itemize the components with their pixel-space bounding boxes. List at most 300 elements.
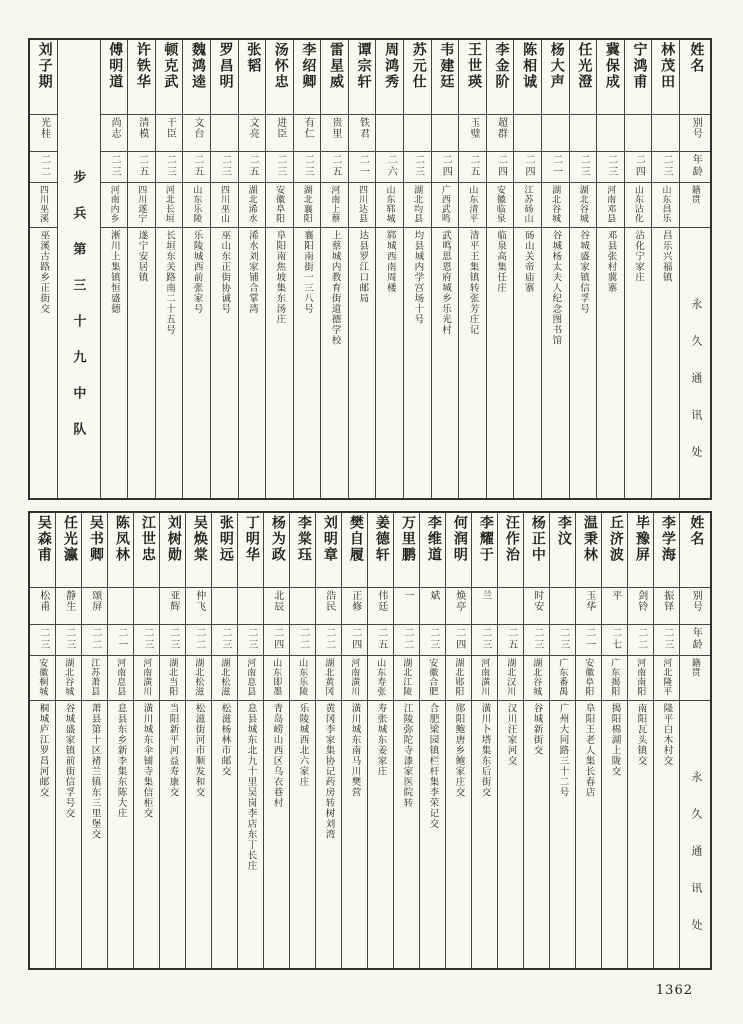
person-name-text: 任光瀛 — [61, 515, 77, 563]
person-alias — [211, 115, 238, 152]
person-origin — [238, 656, 263, 701]
person-column — [348, 40, 376, 498]
person-alias-text: 兰 — [479, 590, 491, 601]
person-column — [596, 40, 624, 498]
person-name-text: 李耀于 — [477, 515, 493, 563]
person-origin-text: 山东乐陵 — [192, 185, 203, 223]
person-age — [294, 152, 321, 183]
person-address — [394, 701, 419, 968]
person-origin — [542, 183, 569, 228]
header-age-label-text: 年龄 — [690, 627, 702, 651]
person-alias-text: 仲飞 — [193, 590, 205, 612]
person-address — [654, 701, 679, 968]
person-name-text: 杨为政 — [269, 515, 285, 563]
person-name — [576, 513, 601, 588]
person-age-text: 二二 — [297, 627, 309, 651]
person-address-text: 浠水刘家铺合掌湾 — [246, 230, 257, 314]
person-origin-text: 湖北汉川 — [506, 658, 517, 696]
person-address-text: 郓城西南周楼 — [384, 230, 395, 293]
person-name-text: 丁明华 — [243, 515, 259, 563]
person-origin — [472, 656, 497, 701]
person-age-text: 二二 — [38, 154, 50, 178]
person-address-text: 遂宁安居镇 — [136, 230, 147, 283]
person-origin-text: 四川巫山 — [219, 185, 230, 223]
person-age-text: 二五 — [375, 627, 387, 651]
person-origin-text: 湖北谷城 — [578, 185, 589, 223]
person-age — [82, 625, 107, 656]
person-name — [628, 513, 653, 588]
person-name-text: 王世瑛 — [465, 42, 481, 90]
person-origin-text: 安徽阜阳 — [275, 185, 286, 223]
person-name — [321, 40, 348, 115]
person-age — [238, 625, 263, 656]
header-address-label — [680, 228, 710, 498]
person-alias — [183, 115, 210, 152]
person-age-text: 二三 — [557, 627, 569, 651]
person-alias-text: 文台 — [191, 117, 203, 139]
person-origin — [30, 183, 57, 228]
person-address-text: 沾化宁家庄 — [633, 230, 644, 283]
person-address-text: 巫溪古路乡正街交 — [38, 230, 49, 314]
person-name — [432, 40, 459, 115]
person-address — [186, 701, 211, 968]
person-column — [155, 40, 183, 498]
person-alias — [654, 588, 679, 625]
header-alias-label-text: 别号 — [690, 590, 702, 612]
person-column — [653, 513, 679, 968]
person-age — [625, 152, 652, 183]
person-name — [128, 40, 155, 115]
header-origin-label-text: 籍贯 — [690, 658, 701, 677]
person-origin — [82, 656, 107, 701]
person-age-text: 二三 — [302, 154, 314, 178]
person-age-text: 二三 — [274, 154, 286, 178]
person-address — [316, 701, 341, 968]
person-name — [349, 40, 376, 115]
person-column — [30, 40, 57, 498]
person-alias — [56, 588, 81, 625]
person-name — [368, 513, 393, 588]
person-address — [432, 228, 459, 498]
person-origin — [239, 183, 266, 228]
person-alias — [101, 115, 128, 152]
person-address-text: 桐城庐江罗昌河邮交 — [37, 703, 48, 798]
person-alias — [156, 115, 183, 152]
person-alias — [294, 115, 321, 152]
person-column — [523, 513, 549, 968]
person-name-text: 林茂田 — [659, 42, 675, 90]
person-alias-text: 进臣 — [274, 117, 286, 139]
person-address-text: 临泉高集任庄 — [495, 230, 506, 293]
person-age — [459, 152, 486, 183]
person-address-text: 广州大同路三十二号 — [557, 703, 568, 798]
header-origin-label — [680, 656, 710, 701]
person-alias — [316, 588, 341, 625]
person-origin-text: 四川达县 — [357, 185, 368, 223]
person-age — [570, 152, 597, 183]
person-name-text: 毕豫屏 — [633, 515, 649, 563]
person-name — [570, 40, 597, 115]
roster-columns-top — [30, 40, 710, 498]
person-origin — [368, 656, 393, 701]
person-column — [367, 513, 393, 968]
person-origin — [652, 183, 679, 228]
person-name-text: 李绍卿 — [300, 42, 316, 90]
person-address — [82, 701, 107, 968]
person-origin-text: 湖北谷城 — [64, 658, 75, 696]
person-address — [30, 701, 55, 968]
person-age-text: 二四 — [271, 627, 283, 651]
person-alias — [570, 115, 597, 152]
person-alias — [212, 588, 237, 625]
person-alias — [321, 115, 348, 152]
person-origin — [266, 183, 293, 228]
person-age-text: 二三 — [63, 627, 75, 651]
person-alias — [459, 115, 486, 152]
person-address-text: 巫山东正街协诚号 — [219, 230, 230, 314]
person-address — [597, 228, 624, 498]
header-alias-label — [680, 588, 710, 625]
person-address-text: 阜阳南焦坡集东汤庄 — [274, 230, 285, 325]
person-origin — [290, 656, 315, 701]
person-alias-text: 铁君 — [357, 117, 369, 139]
person-age-text: 二一 — [583, 627, 595, 651]
person-alias — [342, 588, 367, 625]
person-origin-text: 河南内乡 — [109, 185, 120, 223]
person-address-text: 潢川城东伞铺寺集信柜交 — [141, 703, 152, 819]
person-origin — [602, 656, 627, 701]
person-alias — [487, 115, 514, 152]
person-age-text: 二四 — [495, 154, 507, 178]
person-address — [524, 701, 549, 968]
person-alias — [597, 115, 624, 152]
person-alias — [160, 588, 185, 625]
person-address — [542, 228, 569, 498]
person-name-text: 汤怀忠 — [272, 42, 288, 90]
person-alias — [376, 115, 403, 152]
person-alias — [420, 588, 445, 625]
person-age-text: 二三 — [479, 627, 491, 651]
person-address-text: 江陵弥陀寺漆家医院转 — [401, 703, 412, 808]
person-name — [266, 40, 293, 115]
person-address-text: 谷城新街交 — [531, 703, 542, 756]
person-name — [654, 513, 679, 588]
person-address — [264, 701, 289, 968]
person-name — [156, 40, 183, 115]
person-age — [420, 625, 445, 656]
person-age — [576, 625, 601, 656]
person-alias-text: 一 — [401, 590, 413, 601]
header-alias-label — [680, 115, 710, 152]
person-name — [446, 513, 471, 588]
person-address-text: 黄冈李家集协记药房转树刘湾 — [323, 703, 334, 840]
person-alias — [446, 588, 471, 625]
person-name-text: 何润明 — [451, 515, 467, 563]
person-address — [56, 701, 81, 968]
person-age — [30, 625, 55, 656]
person-origin — [570, 183, 597, 228]
person-name-text: 苏元仕 — [410, 42, 426, 90]
person-address — [212, 701, 237, 968]
person-alias — [432, 115, 459, 152]
person-column — [100, 40, 128, 498]
person-origin-text: 湖北松滋 — [194, 658, 205, 696]
person-name-text: 宁鸿甫 — [631, 42, 647, 90]
person-alias — [628, 588, 653, 625]
person-address — [446, 701, 471, 968]
person-origin — [101, 183, 128, 228]
person-column — [55, 513, 81, 968]
person-age — [542, 152, 569, 183]
person-origin-text: 河南邓县 — [606, 185, 617, 223]
person-age — [342, 625, 367, 656]
person-age — [524, 625, 549, 656]
person-address-text: 隆平白木村交 — [661, 703, 672, 766]
person-alias — [30, 588, 55, 625]
header-name-label — [680, 40, 710, 115]
person-column — [289, 513, 315, 968]
header-age-label-text: 年龄 — [690, 154, 702, 178]
person-alias-text: 贵里 — [329, 117, 341, 139]
header-age-label — [680, 152, 710, 183]
person-age-text: 二二 — [323, 627, 335, 651]
person-address — [570, 228, 597, 498]
person-address-text: 谷城盛家镇信孚号 — [577, 230, 588, 314]
person-address — [30, 228, 57, 498]
person-column — [569, 40, 597, 498]
person-column — [238, 40, 266, 498]
person-age-text: 二四 — [453, 627, 465, 651]
person-name — [212, 513, 237, 588]
person-address — [134, 701, 159, 968]
page-number: 1362 — [655, 983, 693, 998]
person-address — [576, 701, 601, 968]
person-address — [101, 228, 128, 498]
person-name — [316, 513, 341, 588]
person-address-text: 息县城东北九十里吴岗李店东丁长庄 — [245, 703, 256, 871]
person-address — [498, 701, 523, 968]
person-name — [238, 513, 263, 588]
person-alias — [128, 115, 155, 152]
header-origin-label — [680, 183, 710, 228]
person-address — [321, 228, 348, 498]
person-name-text: 丘济波 — [607, 515, 623, 563]
person-age — [321, 152, 348, 183]
person-address-text: 汉川汪家河交 — [505, 703, 516, 766]
person-alias — [186, 588, 211, 625]
person-name-text: 刘子期 — [36, 42, 52, 90]
person-origin-text: 山东清平 — [468, 185, 479, 223]
person-age-text: 二三 — [219, 627, 231, 651]
person-alias-text: 松甫 — [37, 590, 49, 612]
person-column — [445, 513, 471, 968]
header-address-label-text: 永久通讯处 — [689, 771, 702, 956]
person-origin — [394, 656, 419, 701]
person-address — [239, 228, 266, 498]
person-column — [575, 513, 601, 968]
person-age — [101, 152, 128, 183]
person-name — [542, 40, 569, 115]
person-age-text: 二三 — [661, 627, 673, 651]
person-origin-text: 河南潢川 — [350, 658, 361, 696]
person-origin-text: 湖北黄冈 — [324, 658, 335, 696]
person-address-text: 松滋街河市顺发和交 — [193, 703, 204, 798]
person-name-text: 雷星威 — [327, 42, 343, 90]
person-origin-text: 山东沾化 — [633, 185, 644, 223]
person-name-text: 万里鹏 — [399, 515, 415, 563]
person-age — [160, 625, 185, 656]
person-column — [471, 513, 497, 968]
person-address — [487, 228, 514, 498]
person-alias-text: 静生 — [63, 590, 75, 612]
person-address — [211, 228, 238, 498]
person-origin-text: 四川巫溪 — [39, 185, 49, 223]
roster-table-top — [28, 38, 712, 500]
person-origin-text: 四川遂宁 — [137, 185, 148, 223]
roster-table-bottom — [28, 511, 712, 970]
person-name-text: 刘明章 — [321, 515, 337, 563]
person-name — [108, 513, 133, 588]
person-name — [524, 513, 549, 588]
person-address-text: 萧县第十区褚兰镇东三里堡交 — [89, 703, 100, 840]
person-origin — [30, 656, 55, 701]
person-column — [486, 40, 514, 498]
person-address-text: 松滋杨林市邮交 — [219, 703, 230, 777]
header-age-label — [680, 625, 710, 656]
person-age-text: 二三 — [661, 154, 672, 178]
person-address — [652, 228, 679, 498]
person-alias-text: 有仁 — [302, 117, 314, 139]
person-alias — [134, 588, 159, 625]
person-address — [514, 228, 541, 498]
person-name — [420, 513, 445, 588]
person-age — [446, 625, 471, 656]
person-age — [108, 625, 133, 656]
person-alias-text: 清模 — [136, 117, 148, 139]
person-name-text: 周鸿秀 — [383, 42, 399, 90]
person-name — [290, 513, 315, 588]
person-origin — [108, 656, 133, 701]
person-alias-text: 正修 — [349, 590, 361, 612]
person-origin-text: 湖北均县 — [413, 185, 424, 223]
person-age — [487, 152, 514, 183]
person-name — [597, 40, 624, 115]
person-origin — [628, 656, 653, 701]
person-age-text: 二四 — [633, 154, 645, 178]
person-origin-text: 安徽阜阳 — [584, 658, 595, 696]
roster-columns-bottom — [30, 513, 710, 968]
person-address-text: 合肥梁园镇栏杆集李荣记交 — [427, 703, 438, 829]
person-alias-text: 玉璧 — [467, 117, 479, 139]
person-origin — [349, 183, 376, 228]
person-address-text: 谷城盛家镇前街信孚号交 — [63, 703, 74, 819]
person-origin — [625, 183, 652, 228]
person-alias — [514, 115, 541, 152]
person-age — [156, 152, 183, 183]
person-origin-text: 安徽合肥 — [428, 658, 439, 696]
person-age — [654, 625, 679, 656]
person-address-text: 清平王集镇转张芳庄记 — [467, 230, 478, 335]
person-age — [264, 625, 289, 656]
person-column — [133, 513, 159, 968]
person-origin-text: 广东番禺 — [558, 658, 569, 696]
person-alias — [542, 115, 569, 152]
person-column — [293, 40, 321, 498]
person-column — [211, 513, 237, 968]
person-origin-text: 安徽临泉 — [495, 185, 506, 223]
person-age-text: 二三 — [164, 154, 176, 178]
person-alias — [264, 588, 289, 625]
person-alias-text: 文亮 — [247, 117, 259, 139]
person-origin-text: 湖北松滋 — [220, 658, 231, 696]
person-address — [602, 701, 627, 968]
person-column — [263, 513, 289, 968]
person-alias-text: 焕亭 — [453, 590, 465, 612]
person-column — [30, 513, 55, 968]
person-address-text: 潢川卜塔集东后街交 — [479, 703, 490, 798]
person-alias — [524, 588, 549, 625]
person-origin-text: 江苏萧县 — [90, 658, 101, 696]
person-name — [625, 40, 652, 115]
person-name — [514, 40, 541, 115]
person-age — [56, 625, 81, 656]
person-address — [266, 228, 293, 498]
person-age — [128, 152, 155, 183]
person-address-text: 武鸣思恩府城乡乐光村 — [439, 230, 450, 335]
person-name — [404, 40, 431, 115]
person-age — [597, 152, 624, 183]
person-column — [107, 513, 133, 968]
person-name-text: 罗昌明 — [217, 42, 233, 90]
person-name-text: 江世忠 — [139, 515, 155, 563]
person-name-text: 温秉林 — [581, 515, 597, 563]
person-name-text: 吴焕棠 — [191, 515, 207, 563]
person-age-text: 二三 — [412, 154, 424, 178]
person-age — [376, 152, 403, 183]
person-origin — [576, 656, 601, 701]
person-alias-text: 光桂 — [38, 117, 50, 139]
person-origin — [134, 656, 159, 701]
person-origin-text: 河南南阳 — [636, 658, 647, 696]
person-age-text: 二五 — [191, 154, 203, 178]
person-age-text: 二二 — [401, 627, 413, 651]
person-name-text: 杨正中 — [529, 515, 545, 563]
person-age — [628, 625, 653, 656]
unit-section-column — [57, 40, 100, 498]
person-address-text: 揭阳棉湖上陇交 — [609, 703, 620, 777]
person-address-text: 潢川城东南马川樊营 — [349, 703, 360, 798]
person-age-text: 二四 — [349, 627, 361, 651]
person-address — [160, 701, 185, 968]
person-age-text: 二五 — [505, 627, 517, 651]
person-address — [108, 701, 133, 968]
person-column — [341, 513, 367, 968]
person-origin-text: 湖北江陵 — [402, 658, 413, 696]
person-column — [375, 40, 403, 498]
person-address — [183, 228, 210, 498]
person-alias — [602, 588, 627, 625]
person-name-text: 汪作治 — [503, 515, 519, 563]
person-origin-text: 湖北谷城 — [551, 185, 562, 223]
person-alias — [394, 588, 419, 625]
person-origin-text: 河南潢川 — [142, 658, 153, 696]
person-address-text: 郧阳鲍唐乡鲍家庄交 — [453, 703, 464, 798]
person-name — [30, 40, 57, 115]
person-address — [625, 228, 652, 498]
person-origin-text: 山东即墨 — [272, 658, 283, 696]
person-name-text: 魏鸿逵 — [190, 42, 206, 90]
person-address — [156, 228, 183, 498]
